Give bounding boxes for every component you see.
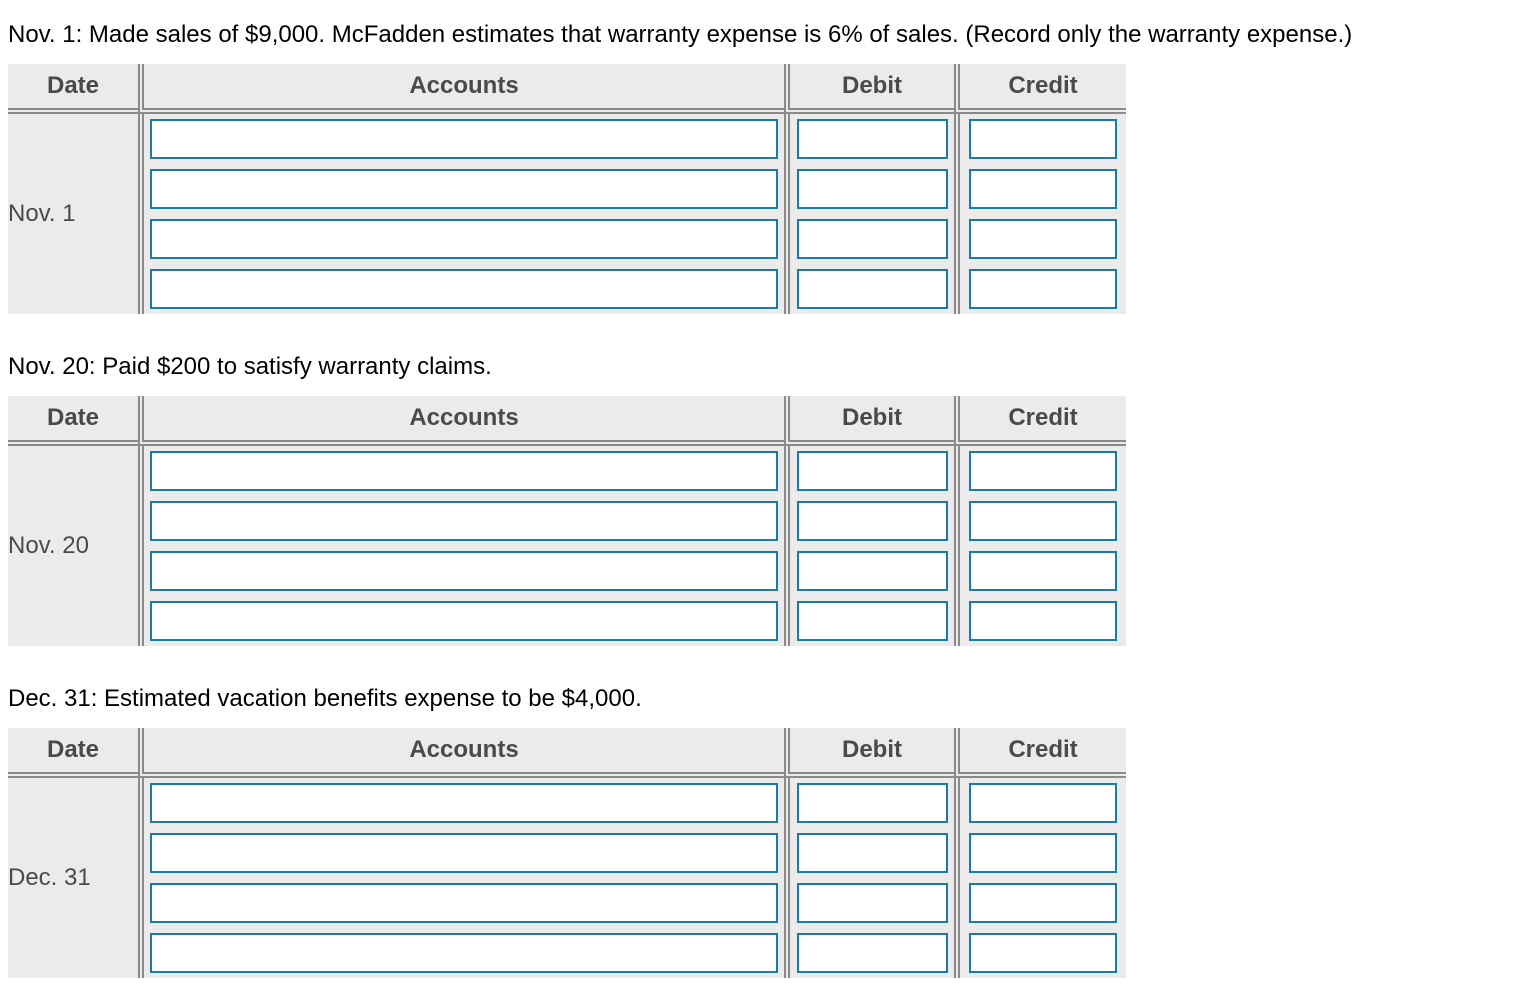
account-cell <box>138 878 784 928</box>
account-cell <box>138 114 784 164</box>
account-cell <box>138 446 784 496</box>
journal-row <box>8 596 1126 646</box>
credit-cell <box>954 214 1126 264</box>
journal-entry-table <box>8 396 1126 646</box>
credit-cell <box>954 878 1126 928</box>
journal-row <box>8 878 1126 928</box>
date-header: Date <box>8 64 138 114</box>
credit-cell <box>954 928 1126 978</box>
debit-input[interactable] <box>797 219 948 259</box>
debit-input[interactable] <box>797 269 948 309</box>
credit-input[interactable] <box>969 601 1117 641</box>
header-row <box>8 396 1126 446</box>
debit-cell <box>784 778 954 828</box>
credit-header: Credit <box>954 396 1126 446</box>
transaction-prompt: Dec. 31: Estimated vacation benefits expense to be $4,000. <box>8 685 642 712</box>
credit-input[interactable] <box>969 783 1117 823</box>
account-input[interactable] <box>150 833 778 873</box>
debit-cell <box>784 114 954 164</box>
account-input[interactable] <box>150 169 778 209</box>
debit-cell <box>784 596 954 646</box>
debit-input[interactable] <box>797 119 948 159</box>
date-header: Date <box>8 396 138 446</box>
account-cell <box>138 778 784 828</box>
account-input[interactable] <box>150 501 778 541</box>
credit-input[interactable] <box>969 169 1117 209</box>
debit-input[interactable] <box>797 451 948 491</box>
debit-input[interactable] <box>797 883 948 923</box>
debit-cell <box>784 878 954 928</box>
entry-date: Nov. 1 <box>8 200 76 227</box>
credit-cell <box>954 114 1126 164</box>
journal-row <box>8 928 1126 978</box>
credit-cell <box>954 496 1126 546</box>
debit-input[interactable] <box>797 933 948 973</box>
accounts-header: Accounts <box>138 396 784 446</box>
credit-cell <box>954 778 1126 828</box>
account-input[interactable] <box>150 269 778 309</box>
account-cell <box>138 214 784 264</box>
debit-header: Debit <box>784 728 954 778</box>
credit-input[interactable] <box>969 833 1117 873</box>
credit-cell <box>954 446 1126 496</box>
account-cell <box>138 164 784 214</box>
account-cell <box>138 596 784 646</box>
account-cell <box>138 496 784 546</box>
debit-input[interactable] <box>797 601 948 641</box>
credit-input[interactable] <box>969 883 1117 923</box>
credit-input[interactable] <box>969 269 1117 309</box>
debit-input[interactable] <box>797 783 948 823</box>
credit-cell <box>954 546 1126 596</box>
debit-cell <box>784 264 954 314</box>
debit-cell <box>784 446 954 496</box>
transaction-prompt: Nov. 20: Paid $200 to satisfy warranty claims. <box>8 353 492 380</box>
debit-cell <box>784 928 954 978</box>
debit-header: Debit <box>784 64 954 114</box>
credit-cell <box>954 596 1126 646</box>
journal-entry-table <box>8 728 1126 978</box>
debit-input[interactable] <box>797 501 948 541</box>
credit-cell <box>954 164 1126 214</box>
journal-row <box>8 114 1126 164</box>
date-header: Date <box>8 728 138 778</box>
journal-row <box>8 264 1126 314</box>
journal-section <box>8 684 1126 978</box>
debit-input[interactable] <box>797 833 948 873</box>
journal-entry-table <box>8 64 1126 314</box>
account-input[interactable] <box>150 551 778 591</box>
header-row <box>8 728 1126 778</box>
account-cell <box>138 928 784 978</box>
credit-header: Credit <box>954 728 1126 778</box>
credit-input[interactable] <box>969 933 1117 973</box>
journal-row <box>8 496 1126 546</box>
debit-cell <box>784 164 954 214</box>
journal-row <box>8 214 1126 264</box>
journal-section <box>8 20 1352 314</box>
account-cell <box>138 546 784 596</box>
account-cell <box>138 264 784 314</box>
account-input[interactable] <box>150 883 778 923</box>
transaction-prompt: Nov. 1: Made sales of $9,000. McFadden estimates that warranty expense is 6% of sales. (Record only the warranty expense.) <box>8 21 1353 48</box>
journal-row <box>8 778 1126 828</box>
credit-input[interactable] <box>969 219 1117 259</box>
account-input[interactable] <box>150 451 778 491</box>
accounts-header: Accounts <box>138 728 784 778</box>
credit-header: Credit <box>954 64 1126 114</box>
account-input[interactable] <box>150 783 778 823</box>
journal-section <box>8 352 1126 646</box>
credit-input[interactable] <box>969 451 1117 491</box>
account-cell <box>138 828 784 878</box>
debit-cell <box>784 214 954 264</box>
debit-input[interactable] <box>797 169 948 209</box>
journal-row <box>8 446 1126 496</box>
credit-cell <box>954 828 1126 878</box>
journal-row <box>8 164 1126 214</box>
entry-date: Nov. 20 <box>8 532 89 559</box>
journal-row <box>8 828 1126 878</box>
credit-input[interactable] <box>969 119 1117 159</box>
debit-cell <box>784 546 954 596</box>
credit-input[interactable] <box>969 501 1117 541</box>
account-input[interactable] <box>150 601 778 641</box>
debit-header: Debit <box>784 396 954 446</box>
credit-cell <box>954 264 1126 314</box>
entry-date: Dec. 31 <box>8 864 91 891</box>
account-input[interactable] <box>150 119 778 159</box>
debit-input[interactable] <box>797 551 948 591</box>
account-input[interactable] <box>150 933 778 973</box>
debit-cell <box>784 828 954 878</box>
debit-cell <box>784 496 954 546</box>
accounts-header: Accounts <box>138 64 784 114</box>
credit-input[interactable] <box>969 551 1117 591</box>
header-row <box>8 64 1126 114</box>
account-input[interactable] <box>150 219 778 259</box>
journal-row <box>8 546 1126 596</box>
